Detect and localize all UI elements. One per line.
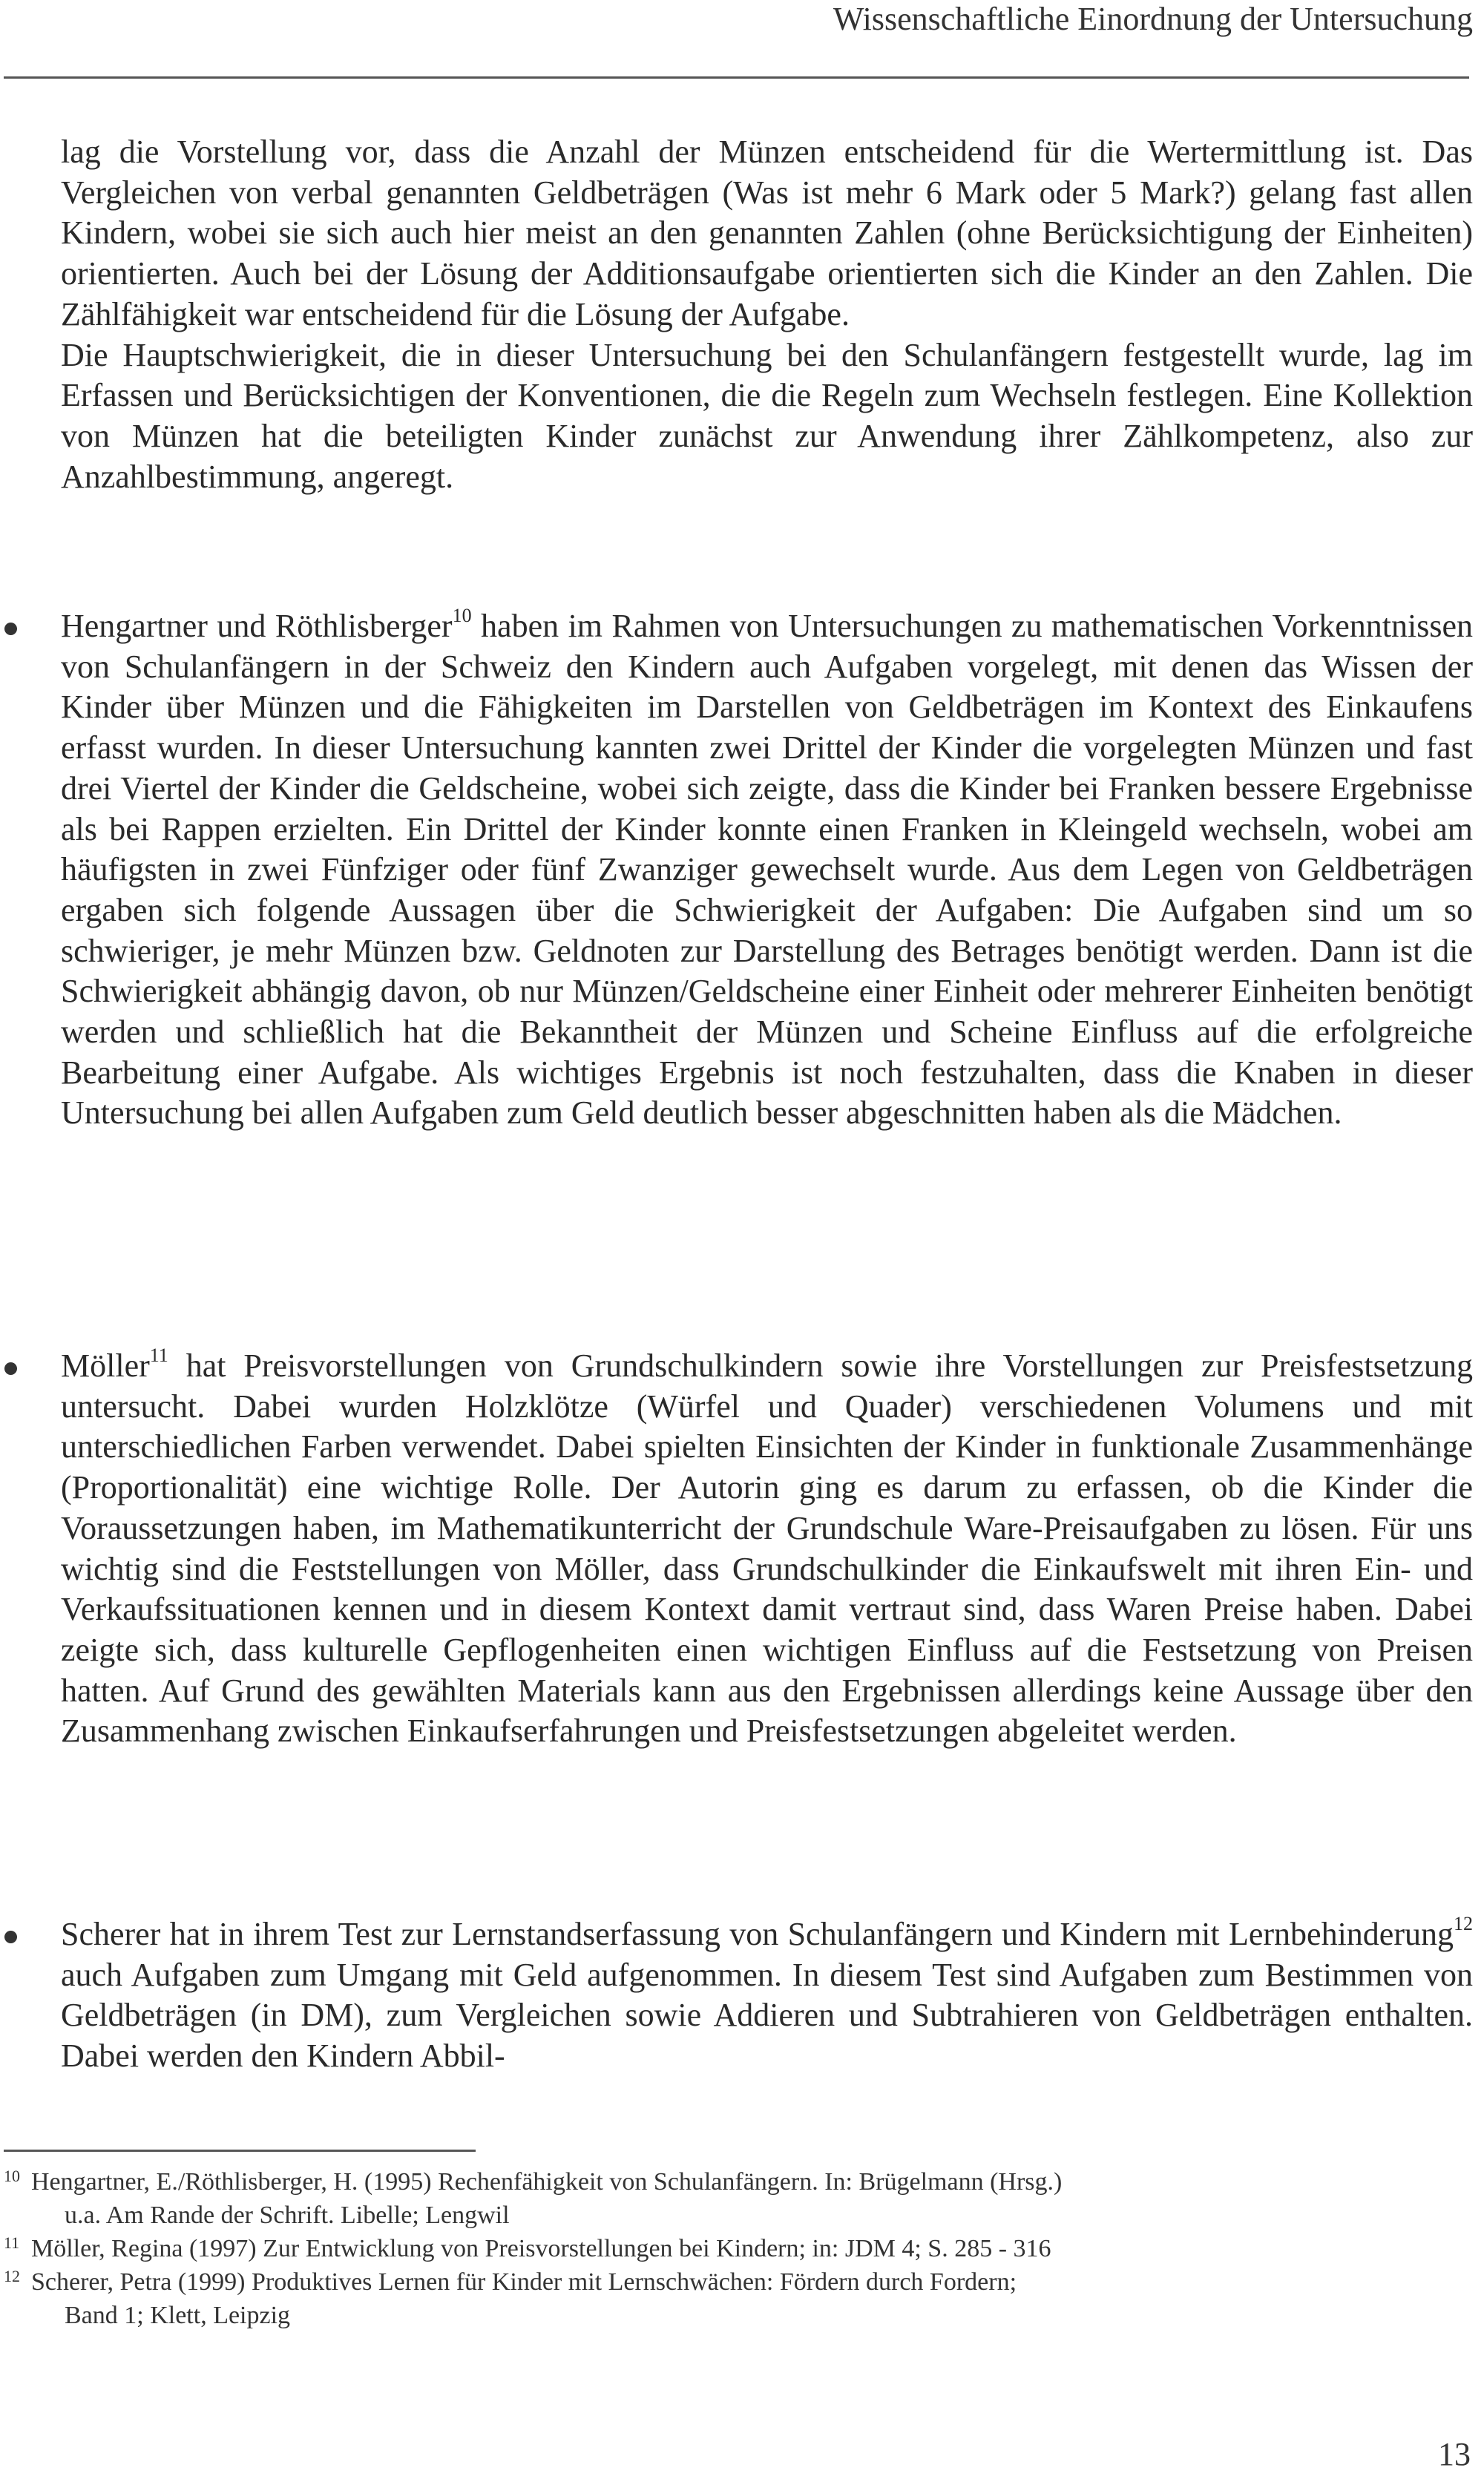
intro-paragraph-2: Die Hauptschwierigkeit, die in dieser Untersuchung bei den Schulanfängern festgestellt wurde, lag im Erfassen und Berücksichtigen der Konventionen, die die Regeln zum Wechseln festlegen. Eine Kollektion von Münzen hat die beteiligten Kinder zunächst zur Anwendung ihrer Zählkompetenz, also zur Anzahlbestimmung, angeregt.: [61, 336, 1473, 495]
footnote-text: Möller, Regina (1997) Zur Entwicklung von Preisvorstellungen bei Kindern; in: JDM 4; S. 285 - 316: [31, 2235, 1051, 2262]
footnote-text-continued: Band 1; Klett, Leipzig: [65, 2302, 291, 2329]
bullet-icon: [4, 1362, 17, 1375]
footnotes: [4, 2165, 1414, 2332]
bullet-text: hat Preisvorstellungen von Grundschulkindern sowie ihre Vorstellungen zur Preisfestsetzung untersucht. Dabei wurden Holzklötze (Würfel und Quader) verschiedenen Volumens und mit unterschiedlichen Farben verwendet. Dabei spielten Einsichten der Kinder in funktionale Zusammenhänge (Proportionalität) eine wichtige Rolle. Der Autorin ging es darum zu erfassen, ob die Kinder die Voraussetzungen haben, im Mathematikunterricht der Grundschule Ware-Preisaufgaben zu lösen. Für uns wichtig sind die Feststellungen von Möller, dass Grundschulkinder die Einkaufswelt mit ihren Ein- und Verkaufssituationen kennen und in diesem Kontext damit vertraut sind, dass Waren Preise haben. Dabei zeigte sich, dass kulturelle Gepflogenheiten einen wichtigen Einfluss auf die Festsetzung von Preisen hatten. Auf Grund des gewählten Materials kann aus den Ergebnissen allerdings keine Aussage über den Zusammenhang zwischen Einkaufserfahrungen und Preisfestsetzungen abgeleitet werden.: [61, 1347, 1473, 1750]
footnote-ref[interactable]: 11: [149, 1345, 168, 1367]
bullet-lead: Möller: [61, 1347, 150, 1384]
bullet-text: auch Aufgaben zum Umgang mit Geld aufgenommen. In diesem Test sind Aufgaben zum Bestimmen von Geldbeträgen (in DM), zum Vergleichen sowie Addieren und Subtrahieren von Geldbeträgen enthalten. Dabei werden den Kindern Abbil-: [61, 1956, 1473, 2075]
footnote-ref[interactable]: 10: [452, 605, 472, 627]
list-item-hengartner: [61, 606, 1473, 1134]
intro-paragraph-1: lag die Vorstellung vor, dass die Anzahl der Münzen entscheidend für die Wertermittlung ist. Das Vergleichen von verbal genannten Geldbeträgen (Was ist mehr 6 Mark oder 5 Mark?) gelang fast allen Kindern, wobei sie sich auch hier meist an den genannten Zahlen (ohne Berücksichtigung der Einheiten) orientierten. Auch bei der Lösung der Additionsaufgabe orientierten sich die Kinder an den Zahlen. Die Zählfähigkeit war entscheidend für die Lösung der Aufgabe.: [61, 134, 1473, 332]
page-number: 13: [1438, 2436, 1471, 2472]
footnote-10: [4, 2165, 1414, 2232]
footnote-ref[interactable]: 12: [1454, 1913, 1473, 1935]
footnote-11: [4, 2232, 1414, 2265]
bullet-text: haben im Rahmen von Untersuchungen zu mathematischen Vorkenntnissen von Schulanfängern in der Schweiz den Kindern auch Aufgaben vorgelegt, mit denen das Wissen der Kinder über Münzen und die Fähigkeiten im Darstellen von Geldbeträgen im Kontext des Einkaufens erfasst wurden. In dieser Untersuchung kannten zwei Drittel der Kinder die vorgelegten Münzen und fast drei Viertel der Kinder die Geldscheine, wobei sich zeigte, dass die Kinder bei Franken bessere Ergebnisse als bei Rappen erzielten. Ein Drittel der Kinder konnte einen Franken in Kleingeld wechseln, wobei am häufigsten in zwei Fünfziger oder fünf Zwanziger gewechselt wurde. Aus dem Legen von Geldbeträgen ergaben sich folgende Aussagen über die Schwierigkeit der Aufgaben: Die Aufgaben sind um so schwieriger, je mehr Münzen bzw. Geldnoten zur Darstellung des Betrages benötigt werden. Dann ist die Schwierigkeit abhängig davon, ob nur Münzen/Geldscheine einer Einheit oder mehrerer Einheiten benötigt werden und schließlich hat die Bekanntheit der Münzen und Scheine Einfluss auf die erfolgreiche Bearbeitung einer Aufgabe. Als wichtiges Ergebnis ist noch festzuhalten, dass die Knaben in dieser Untersuchung bei allen Aufgaben zum Geld deutlich besser abgeschnitten haben als die Mädchen.: [61, 608, 1474, 1132]
footnote-12: [4, 2265, 1414, 2332]
footnote-text-continued: u.a. Am Rande der Schrift. Libelle; Lengwil: [65, 2202, 510, 2229]
bullet-lead: Scherer hat in ihrem Test zur Lernstandserfassung von Schulanfängern und Kindern mit Lernbehinderung: [61, 1916, 1454, 1952]
footnote-text: Hengartner, E./Röthlisberger, H. (1995) Rechenfähigkeit von Schulanfängern. In: Brügelmann (Hrsg.): [31, 2168, 1063, 2196]
footnote-number: 11: [4, 2233, 20, 2252]
bullet-icon: [4, 1931, 17, 1943]
bullet-icon: [4, 623, 17, 635]
footnote-number: 10: [4, 2167, 20, 2185]
footnote-text: Scherer, Petra (1999) Produktives Lernen für Kinder mit Lernschwächen: Fördern durch Fordern;: [31, 2268, 1017, 2296]
footnote-number: 12: [4, 2267, 20, 2285]
list-item-scherer: [61, 1914, 1473, 2077]
bullet-lead: Hengartner und Röthlisberger: [61, 608, 453, 644]
intro-block: [61, 132, 1473, 497]
footnote-rule: [4, 2150, 476, 2152]
running-header: Wissenschaftliche Einordnung der Untersuchung: [833, 1, 1473, 37]
list-item-moeller: [61, 1346, 1473, 1752]
header-rule: [4, 76, 1469, 79]
